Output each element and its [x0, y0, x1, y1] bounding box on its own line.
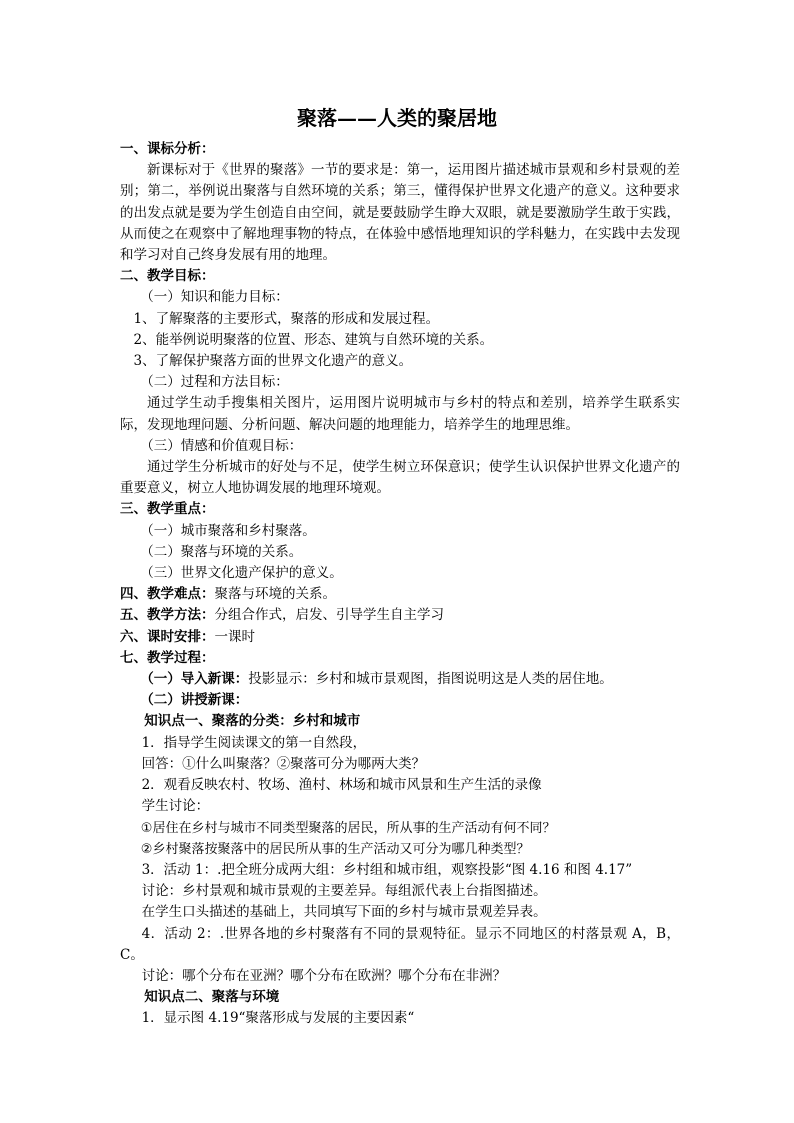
key-point-item-2: （二）聚落与环境的关系。 — [140, 543, 303, 560]
kp1-line-2: 回答：①什么叫聚落？②聚落可分为哪两大类？ — [141, 755, 426, 772]
section-heading-4: 四、教学难点： — [120, 586, 215, 603]
kp1-line-8: 讨论：乡村景观和城市景观的主要差异。每组派代表上台指图描述。 — [141, 883, 547, 900]
objective-paragraph-2: 通过学生动手搜集相关图片，运用图片说明城市与乡村的特点和差别，培养学生联系实际，发现地理问题、分析问题、解决问题的地理能力，培养学生的地理思维。 — [120, 395, 680, 433]
key-point-item-3: （三）世界文化遗产保护的意义。 — [140, 565, 343, 582]
objective-sub-heading-1: （一）知识和能力目标： — [140, 289, 289, 306]
section-5-text: 分组合作式，启发、引导学生自主学习 — [214, 607, 444, 624]
document-body — [120, 139, 680, 1030]
kp1-line-6: ②乡村聚落按聚落中的居民所从事的生产活动又可分为哪几种类型？ — [140, 841, 530, 857]
kp1-line-3: 2．观看反映农村、牧场、渔村、林场和城市风景和生产生活的录像 — [141, 777, 542, 794]
kp1-line-11: 讨论：哪个分布在亚洲？哪个分布在欧洲？哪个分布在非洲？ — [141, 967, 507, 984]
intro-text: 投影显示：乡村和城市景观图，指图说明这是人类的居住地。 — [248, 671, 613, 688]
section-6-line — [120, 627, 680, 648]
section-4-text: 聚落与环境的关系。 — [214, 586, 336, 603]
objective-paragraph-3: 通过学生分析城市的好处与不足，使学生树立环保意识；使学生认识保护世界文化遗产的重要意义，树立人地协调发展的地理环境观。 — [120, 459, 680, 497]
section-heading-2: 二、教学目标： — [120, 268, 215, 285]
intro-line — [120, 669, 680, 690]
section-heading-6: 六、课时安排： — [120, 628, 215, 645]
knowledge-point-1-heading: 知识点一、聚落的分类：乡村和城市 — [144, 713, 361, 730]
section-heading-3: 三、教学重点： — [120, 501, 215, 518]
kp1-line-4: 学生讨论： — [141, 798, 210, 815]
document-title: 聚落——人类的聚居地 — [297, 106, 497, 130]
section-heading-7: 七、教学过程： — [120, 649, 215, 666]
objective-item-2: 2、能举例说明聚落的位置、形态、建筑与自然环境的关系。 — [133, 331, 494, 348]
knowledge-point-2-heading: 知识点二、聚落与环境 — [144, 989, 280, 1006]
new-lesson-label: （二）讲授新课： — [140, 692, 249, 709]
kp1-line-7: 3．活动 1：.把全班分成两大组：乡村组和城市组，观察投影“图 4.16 和图 4.17” — [141, 861, 633, 878]
section-heading-5: 五、教学方法： — [120, 607, 215, 624]
intro-label: （一）导入新课： — [140, 671, 249, 688]
kp1-line-1: 1．指导学生阅读课文的第一自然段， — [141, 734, 367, 751]
kp2-line-1: 1．显示图 4.19“聚落形成与发展的主要因素“ — [141, 1010, 415, 1027]
section-heading-1: 一、课标分析： — [120, 141, 215, 157]
objective-sub-heading-2: （二）过程和方法目标： — [140, 374, 289, 391]
objective-item-1: 1、了解聚落的主要形式，聚落的形成和发展过程。 — [133, 310, 440, 327]
section-4-line — [120, 584, 680, 605]
objective-item-3: 3、了解保护聚落方面的世界文化遗产的意义。 — [133, 353, 413, 370]
section-1-paragraph: 新课标对于《世界的聚落》一节的要求是：第一，运用图片描述城市景观和乡村景观的差别；第二，举例说出聚落与自然环境的关系；第三，懂得保护世界文化遗产的意义。这种要求的出发点就是要为学生创造自由空间，就是要鼓励学生睁大双眼，就是要激励学生敢于实践，从而使之在观察中了解地理事物的特点，在体验中感悟地理知识的学科魅力，在实践中去发现和学习对自己终身发展有用的地理。 — [120, 162, 680, 264]
kp1-line-9: 在学生口头描述的基础上，共同填写下面的乡村与城市景观差异表。 — [141, 904, 547, 921]
key-point-item-1: （一）城市聚落和乡村聚落。 — [140, 522, 316, 539]
objective-sub-heading-3: （三）情感和价值观目标： — [140, 437, 303, 454]
section-5-line — [120, 605, 680, 626]
section-6-text: 一课时 — [214, 628, 255, 645]
kp1-line-5: ①居住在乡村与城市不同类型聚落的居民，所从事的生产活动有何不同？ — [140, 820, 556, 836]
kp1-line-10: 4．活动 2：.世界各地的乡村聚落有不同的景观特征。显示不同地区的村落景观 A，B，C。 — [120, 925, 680, 963]
